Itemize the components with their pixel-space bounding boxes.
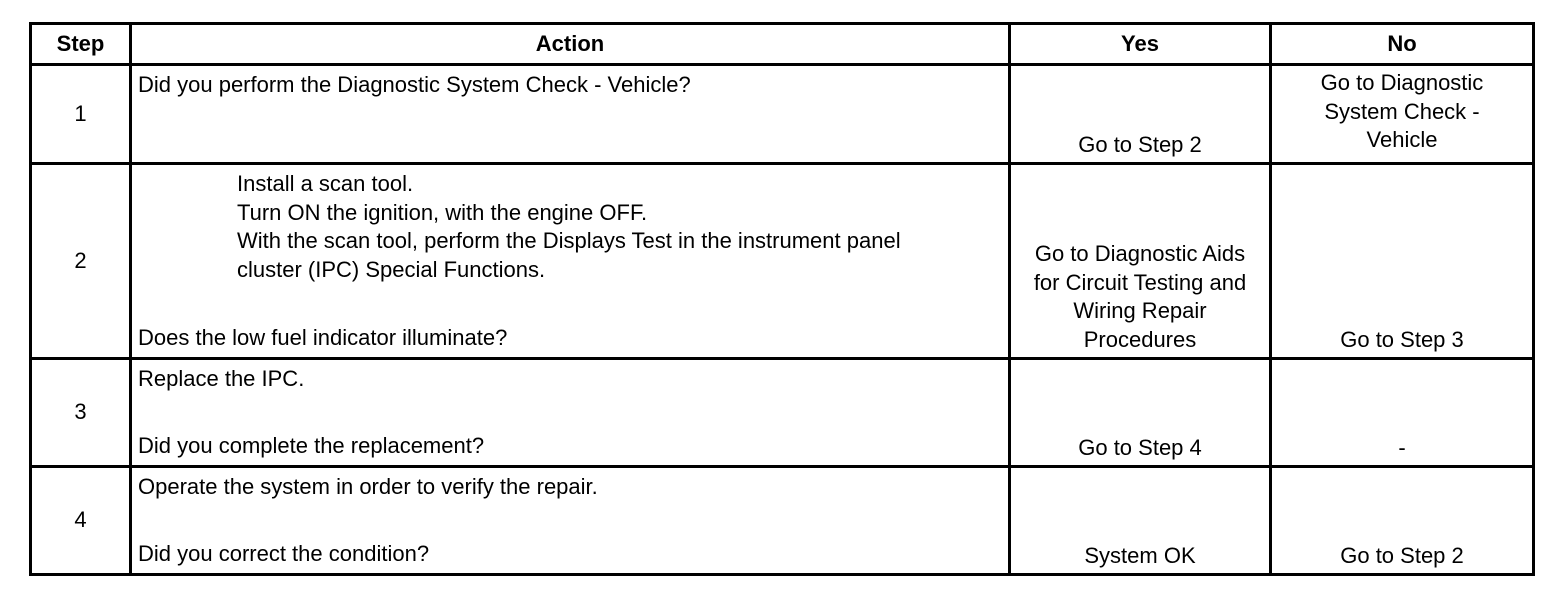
no-result-line: Go to Diagnostic	[1320, 70, 1484, 95]
yes-result: Go to Step 2	[1078, 131, 1202, 157]
no-result-line: System Check -	[1324, 98, 1480, 124]
no-cell	[1271, 359, 1534, 467]
action-cell	[131, 65, 1010, 164]
header-action: Action	[131, 24, 1010, 65]
step-number: 4	[31, 467, 131, 575]
action-steps	[138, 170, 1002, 284]
no-result: -	[1398, 434, 1406, 460]
header-step: Step	[31, 24, 131, 65]
yes-cell	[1010, 164, 1271, 359]
diagnostic-table	[29, 22, 1535, 576]
table-header-row	[31, 24, 1534, 65]
step-number: 3	[31, 359, 131, 467]
action-step-line: Install a scan tool.	[237, 171, 414, 196]
action-question: Did you complete the replacement?	[138, 432, 485, 458]
no-cell	[1271, 467, 1534, 575]
yes-cell	[1010, 467, 1271, 575]
action-cell	[131, 359, 1010, 467]
header-yes: Yes	[1010, 24, 1271, 65]
table-row	[31, 65, 1534, 164]
table-row	[31, 359, 1534, 467]
yes-result-line: Wiring Repair	[1073, 298, 1207, 323]
table-row	[31, 164, 1534, 359]
action-instruction: Operate the system in order to verify the repair.	[138, 474, 598, 499]
no-result: Go to Step 3	[1340, 326, 1464, 352]
yes-result: Go to Step 4	[1078, 434, 1202, 460]
action-step-line: Turn ON the ignition, with the engine OFF.	[237, 199, 648, 225]
table-row	[31, 467, 1534, 575]
no-cell	[1271, 164, 1534, 359]
yes-result-line: Procedures	[1083, 326, 1197, 352]
step-number: 2	[31, 164, 131, 359]
action-question: Did you perform the Diagnostic System Check - Vehicle?	[138, 72, 691, 97]
action-step-line: cluster (IPC) Special Functions.	[237, 256, 546, 282]
step-number: 1	[31, 65, 131, 164]
yes-result-line: Go to Diagnostic Aids	[1034, 241, 1246, 266]
action-question: Did you correct the condition?	[138, 540, 430, 566]
action-instruction: Replace the IPC.	[138, 366, 305, 391]
action-cell	[131, 164, 1010, 359]
yes-result-line: for Circuit Testing and	[1033, 269, 1247, 295]
no-result: Go to Step 2	[1340, 542, 1464, 568]
no-cell	[1271, 65, 1534, 164]
yes-cell	[1010, 65, 1271, 164]
action-step-line: With the scan tool, perform the Displays Test in the instrument panel	[237, 228, 901, 253]
header-no: No	[1271, 24, 1534, 65]
no-result-line: Vehicle	[1366, 127, 1438, 152]
action-cell	[131, 467, 1010, 575]
yes-cell	[1010, 359, 1271, 467]
action-question: Does the low fuel indicator illuminate?	[138, 324, 508, 350]
yes-result: System OK	[1084, 542, 1196, 568]
